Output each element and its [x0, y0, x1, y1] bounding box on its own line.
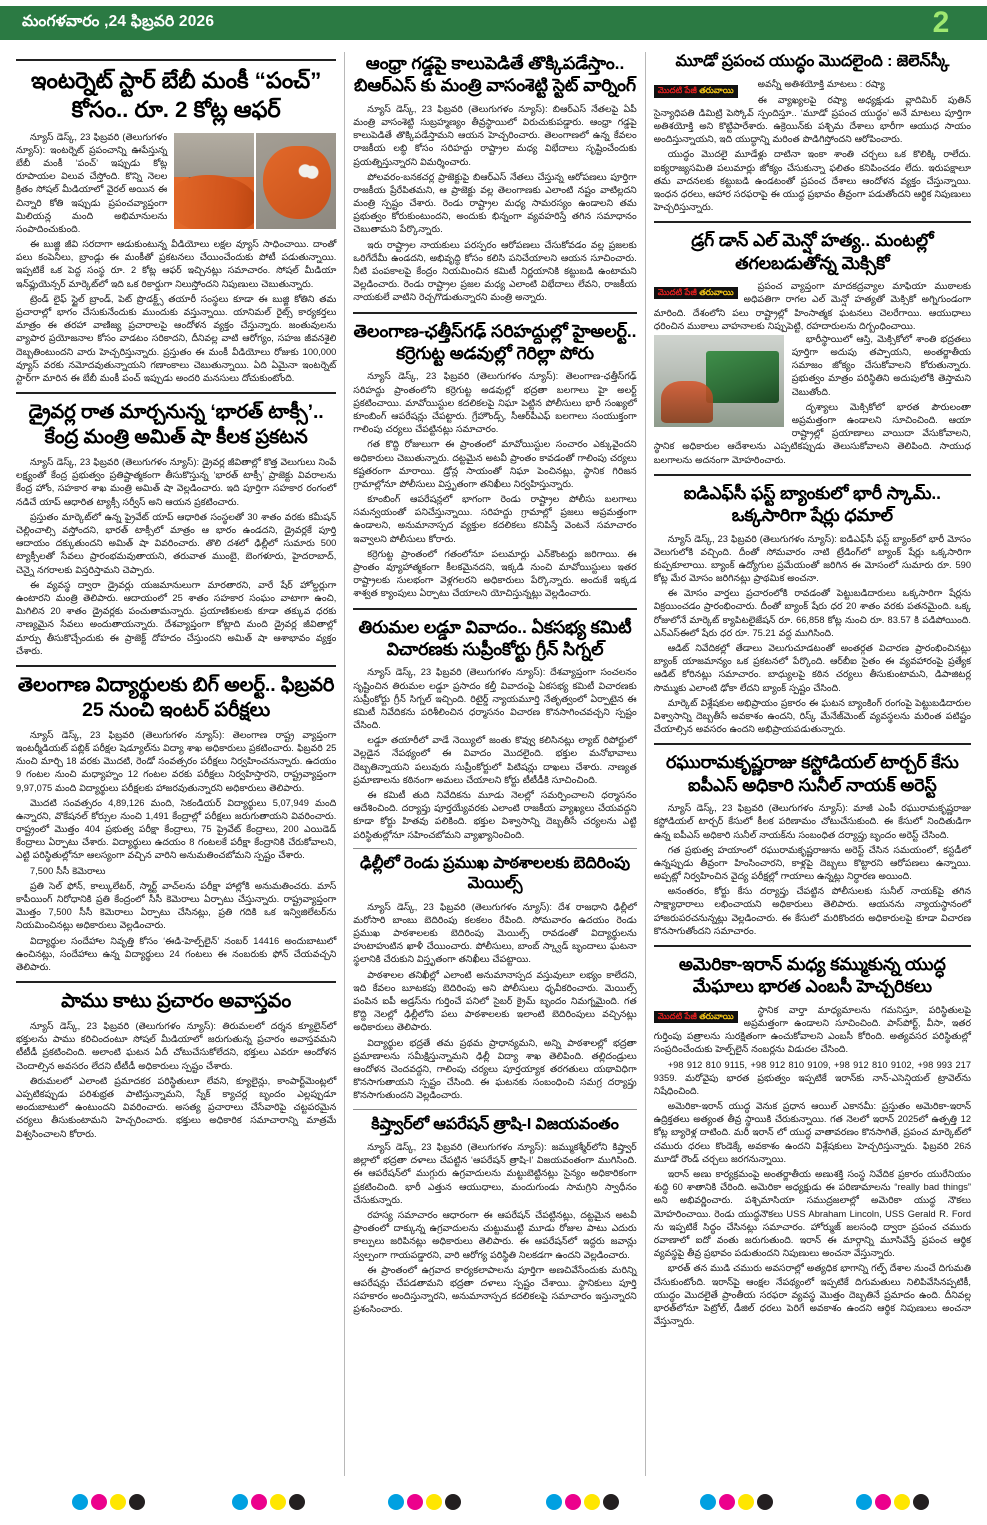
- headline: డ్రగ్ డాన్ ఎల్ మెన్షో హత్య.. మంటల్లో తగలబడుతోన్న మెక్సికో: [691, 230, 934, 273]
- headline: ఇంటర్నెట్ స్టార్ బేబీ మంకీ “పంచ్” కోసం.. రూ. 2 కోట్ల ఆఫర్: [31, 68, 322, 122]
- badge-text-page: మొదటి పేజీ: [657, 1010, 697, 1021]
- body-paragraph: పోలవరం-బనకచర్ల ప్రాజెక్టుపై బిఆర్ఎస్ నేతలు చేస్తున్న ఆరోపణలు పూర్తిగా రాజకీయ ప్రేరేపితమని, ఆ ప్రాజెక్టు వల్ల తెలంగాణకు ఎలాంటి నష్టం వాటిల్లదని మంత్రి స్పష్టం చేశారు. రెండు రాష్ట్రాల మధ్య సామరస్యం ఉండాలని తమ ప్రభుత్వం కోరుకుంటుందని, అందుకు భిన్నంగా వ్యవహరిస్తే తగిన సమాధానం చెబుతామని పేర్కొన్నారు.: [353, 171, 637, 235]
- body-paragraph: న్యూస్ డెస్క్, 23 ఫిబ్రవరి (తెలుగుగళం న్యూస్): బిఆర్ఎస్ నేతలపై ఏపీ మంత్రి వాసంశెట్టి సుబ్రహ్మణ్యం తీవ్రస్థాయిలో విరుచుకుపడ్డారు. ఆంధ్రా గడ్డపై కాలుపెడితే తొక్కిపడేస్తామని ఆయన హెచ్చరించారు. తెలంగాణలో ఉన్న కేవలం రాజకీయ లబ్ధి కోసం సరిహద్దు రాష్ట్రాల మధ్య విభేదాలు సృష్టించేందుకు ప్రయత్నిస్తున్నారని విమర్శించారు.: [353, 103, 637, 167]
- article-snake-bite: [16, 981, 336, 1141]
- registration-group: [546, 1494, 619, 1510]
- divider: [654, 474, 971, 476]
- continued-badge-wrap: [654, 80, 738, 100]
- masthead-date: మంగళవారం ,24 ఫిబ్రవరి 2026: [22, 12, 215, 30]
- photo-monkey-sleeping: [256, 133, 336, 229]
- registration-marks-bar: [0, 1485, 987, 1519]
- reg-dot-yellow: [894, 1494, 910, 1510]
- headline: డ్రైవర్ల రాత మార్చనున్న ‘భారత్ టాక్సీ’.. కేంద్ర మంత్రి అమిత్ షా కీలక ప్రకటన: [28, 401, 324, 449]
- body-paragraph: అమెరికా-ఇరాన్ యుద్ధ వెనుక ప్రధాన ఆయిల్ ఎకానమీ: ప్రస్తుతం అమెరికా-ఇరాన్ ఉద్రిక్తతలు అత్యంత తీవ్ర స్థాయికి చేరుకున్నాయి. గత నెలలో ఇరాన్ 2025లో ఉత్పత్తి 12 కోట్ల బ్యారెళ్ల దాటింది. మరీ ఇరాన్ లో యుద్ధ వాతావరణం కొనసాగితే, ప్రపంచ మార్కెట్‌లో చమురు ధరలు కొండెక్కే అవకాశం ఉందని విశ్లేషకులు హెచ్చరిస్తున్నారు. ఫిబ్రవరి 26న మూడో రౌండ్ చర్చలు జరగనున్నాయి.: [653, 1101, 971, 1164]
- photo-burning-bus: [654, 335, 784, 427]
- body-paragraph: ఈ కమిటీ తుది నివేదికను మూడు నెలల్లో సమర్పించాలని ధర్మాసనం ఆదేశించింది. దర్యాప్తు పూర్తయ్యేవరకు ఎలాంటి రాజకీయ వ్యాఖ్యలు చేయవద్దని కూడా కోర్టు హితవు పలికింది. భక్తుల విశ్వాసాన్ని దెబ్బతీసే చర్యలను ఎట్టి పరిస్థితుల్లోనూ సహించబోమని వ్యాఖ్యానించింది.: [353, 790, 637, 840]
- body-paragraph: ప్రతి సెల్ ఫోన్, కాల్కులేటర్, స్మార్ట్ వాచ్‌లను పరీక్షా హాల్లోకి అనుమతించరు. మాస్ కాపీయింగ్ నిరోధానికి ప్రతి కేంద్రంలో సీసీ కెమెరాలు ఏర్పాటు చేస్తున్నారు. రాష్ట్రవ్యాప్తంగా మొత్తం 7,500 సీసీ కెమెరాలు ఏర్పాటు చేసినట్లు, ప్రతి గదికి ఒక ఇన్విజిలేటర్‌ను నియమించినట్లు అధికారులు వెల్లడించారు.: [16, 880, 337, 931]
- reg-dot-yellow: [584, 1494, 600, 1510]
- column-1: [8, 52, 344, 1476]
- divider: [654, 743, 971, 745]
- reg-dot-cyan: [546, 1494, 562, 1510]
- divider: [16, 59, 336, 61]
- article-zelensky-world-war: [654, 52, 971, 214]
- body-paragraph: ఆడిట్ నివేదికల్లో తేడాలు వెలుగుచూడటంతో అంతర్గత విచారణ ప్రారంభించినట్లు బ్యాంక్ యాజమాన్యం ఒక ప్రకటనలో పేర్కొంది. ఆర్‌బీఐ సైతం ఈ వ్యవహారంపై ప్రత్యేక ఆడిట్ కోరినట్లు సమాచారం. బాధ్యులపై కఠిన చర్యలు తీసుకుంటామని, డిపాజిటర్ల సొమ్ముకు ఎలాంటి ఢోకా లేదని బ్యాంక్ స్పష్టం చేసింది.: [653, 643, 971, 693]
- headline: తెలంగాణ విద్యార్థులకు బిగ్ అలర్ట్.. ఫిబ్రవరి 25 నుంచి ఇంటర్ పరీక్షలు: [17, 673, 335, 721]
- continued-from-page-1-badge: [654, 1011, 738, 1023]
- reg-dot-cyan: [72, 1494, 88, 1510]
- continued-badge-wrap: [654, 1006, 738, 1026]
- divider: [654, 945, 971, 947]
- reg-dot-magenta: [565, 1494, 581, 1510]
- reg-dot-black: [129, 1494, 145, 1510]
- body-paragraph: పాఠశాలల తనిఖీల్లో ఎలాంటి అనుమానాస్పద వస్తువులూ లభ్యం కాలేదని, ఇది కేవలం బూటకపు బెదిరింపు అని పోలీసులు ధృవీకరించారు. మెయిల్స్ పంపిన ఐపీ అడ్రస్‌ను గుర్తించే పనిలో సైబర్ క్రైమ్ బృందం నిమగ్నమైంది. గత కొద్ది నెలల్లో ఢిల్లీలోని పలు పాఠశాలలకు ఇలాంటి బెదిరింపులు వచ్చినట్లు అధికారులు తెలిపారు.: [353, 969, 637, 1033]
- badge-text-page: మొదటి పేజీ: [657, 287, 697, 298]
- body-paragraph: ఈ మోసం వార్తలు ప్రచారంలోకి రావడంతో పెట్టుబడిదారులు ఒక్కసారిగా షేర్లను విక్రయించడం ప్రారంభించారు. దీంతో బ్యాంక్ షేరు ధర 20 శాతం వరకు పతనమైంది. ఒక్క రోజులోనే మార్కెట్ క్యాపిటలైజేషన్ రూ. 66,858 కోట్ల నుంచి రూ. 83.57 కి పడిపోయింది. ఎన్‌ఎస్‌ఈలో షేరు ధర రూ. 75.21 వద్ద ముగిసింది.: [653, 588, 971, 638]
- headline: రఘురామకృష్ణరాజు కస్టోడియల్ టార్చర్ కేసు ఐపీఎస్ అధికారి సునీల్ నాయక్ అరెస్ట్: [666, 752, 959, 795]
- subheading: 7,500 సీసీ కెమెరాలు: [30, 865, 106, 876]
- registration-group: [700, 1494, 773, 1510]
- reg-dot-cyan: [388, 1494, 404, 1510]
- article-tirumala-laddu: [353, 608, 636, 842]
- article-us-iran-war-clouds: [654, 945, 971, 1328]
- article-brs-warning: [353, 52, 636, 305]
- divider: [353, 1109, 636, 1110]
- article-el-mencho-mexico: [654, 221, 971, 466]
- registration-group: [388, 1494, 461, 1510]
- article-raghurama-case: [654, 743, 971, 938]
- photo-baby-monkey: [174, 133, 336, 229]
- body-paragraph: గత కొద్ది రోజులుగా ఈ ప్రాంతంలో మావోయిస్టుల సంచారం ఎక్కువైందని అధికారులు చెబుతున్నారు. దట్టమైన అటవీ ప్రాంతం కావడంతో గాలింపు చర్యలు కష్టతరంగా మారాయి. డ్రోన్ల సాయంతో నిఘా పెంచినట్లు, స్థానిక గిరిజన గ్రామాల్లోనూ పోలీసులు విస్తృతంగా తనిఖీలు నిర్వహిస్తున్నారు.: [353, 439, 637, 489]
- headline: తెలంగాణ-ఛత్తీస్‌గఢ్ సరిహద్దుల్లో హైఅలర్ట్.. కర్రెగుట్ట అడవుల్లో గెరిల్లా పోరు: [353, 320, 637, 363]
- body-paragraph: అనంతరం, కోర్టు కేసు దర్యాప్తు చేపట్టిన పోలీసులకు సునీల్ నాయక్‌పై తగిన సాక్ష్యాధారాలు లభించాయని అధికారులు తెలిపారు. ఆయనను న్యాయస్థానంలో హాజరుపరచనున్నట్లు వెల్లడించారు. ఈ కేసులో మరికొందరు అధికారులపై కూడా విచారణ కొనసాగుతోందని సమాచారం.: [653, 886, 971, 936]
- reg-dot-yellow: [110, 1494, 126, 1510]
- body-paragraph: రహస్య సమాచారం ఆధారంగా ఈ ఆపరేషన్ చేపట్టినట్లు, దట్టమైన అటవీ ప్రాంతంలో దాక్కున్న ఉగ్రవాదులను చుట్టుముట్టి మూడు రోజుల పాటు ఎదురు కాల్పులు జరిపినట్లు అధికారులు తెలిపారు. ఈ ఆపరేషన్‌లో ఇద్దరు జవాన్లు స్వల్పంగా గాయపడ్డారని, వారి ఆరోగ్య పరిస్థితి నిలకడగా ఉందని వెల్లడించారు.: [353, 1209, 637, 1260]
- divider: [16, 392, 336, 394]
- headline: ఢిల్లీలో రెండు ప్రముఖ పాఠశాలలకు బెదిరింపు మెయిల్స్: [359, 854, 631, 893]
- body-paragraph: భారీస్థాయిలో ఆస్తి, మెక్సికోలో శాంతి భద్రతలు పూర్తిగా అదుపు తప్పాయని, అంతర్జాతీయ సమాజం జోక్యం చేసుకోవాలని కోరుతున్నారు. ప్రభుత్వం మాత్రం పరిస్థితిని అదుపులోకి తెస్తామని చెబుతోంది.: [791, 333, 971, 397]
- body-paragraph: న్యూస్ డెస్క్, 23 ఫిబ్రవరి (తెలుగుగళం న్యూస్): ఐడిఎఫ్‌సీ ఫస్ట్ బ్యాంక్‌లో భారీ మోసం వెలుగులోకి వచ్చింది. దీంతో సోమవారం నాటి ట్రేడింగ్‌లో బ్యాంక్ షేర్లు ఒక్కసారిగా కుప్పకూలాయి. బ్యాంక్ ఉద్యోగుల ప్రమేయంతో జరిగిన ఈ మోసంలో సుమారు రూ. 590 కోట్ల మేర మోసం జరిగినట్లు ప్రాథమిక అంచనా.: [653, 533, 971, 584]
- columns-container: [0, 52, 987, 1476]
- reg-dot-yellow: [426, 1494, 442, 1510]
- body-paragraph: న్యూస్ డెస్క్, 23 ఫిబ్రవరి (తెలుగుగళం న్యూస్): మాజీ ఎంపీ రఘురామకృష్ణరాజు కస్టోడియల్ టార్చర్ కేసులో కీలక పరిణామం చోటుచేసుకుంది. ఈ కేసులో నిందితుడిగా ఉన్న ఐపీఎస్ అధికారి సునీల్ నాయక్‌ను సంబంధిత దర్యాప్తు బృందం అరెస్ట్ చేసింది.: [653, 803, 971, 840]
- reg-dot-black: [289, 1494, 305, 1510]
- body-paragraph: దృశ్యాలు మెక్సికోలో భారత పౌరులంతా అప్రమత్తంగా ఉండాలని సూచించింది. ఆయా రాష్ట్రాల్లో ప్రయాణాలు వాయిదా వేసుకోవాలని, స్థానిక అధికారుల ఆదేశాలను ఎప్పటికప్పుడు తెలుసుకోవాలని తెలిపింది. సాయుధ బలగాలను అదనంగా మోహరించారు.: [653, 401, 971, 465]
- column-2: [344, 52, 645, 1476]
- divider: [353, 848, 636, 849]
- body-paragraph: స్థానిక వార్తా మాధ్యమాలను గమనిస్తూ, పరిస్థితులపై అప్రమత్తంగా ఉండాలని సూచించింది. పాస్‌పోర్ట్, వీసా, ఇతర గుర్తింపు పత్రాలను సురక్షితంగా ఉంచుకోవాలని ఎంబసీ కోరింది. అత్యవసర పరిస్థితుల్లో సంప్రదించేందుకు హెల్ప్‌లైన్ నంబర్లను విడుదల చేసింది.: [653, 1004, 971, 1055]
- body-paragraph: ప్రస్తుతం మార్కెట్‌లో ఉన్న ప్రైవేట్ యాప్ ఆధారిత సంస్థలతో 30 శాతం వరకు కమీషన్ చెల్లించాల్సి వస్తోందని, భారత్ టాక్సీలో మాత్రం ఆ భారం ఉండదని, డ్రైవర్లకే పూర్తి ఆదాయం దక్కుతుందని అమిత్ షా వివరించారు. తొలి దశలో ఢిల్లీలో సుమారు 500 ట్యాక్సీలతో సేవలు ప్రారంభమవుతాయని, తరువాత ముంబై, బెంగళూరు, హైదరాబాద్, చెన్నై నగరాలకు విస్తరిస్తామని చెప్పారు.: [16, 511, 337, 575]
- body-paragraph: న్యూస్ డెస్క్, 23 ఫిబ్రవరి (తెలుగుగళం న్యూస్): తెలంగాణ రాష్ట్ర వ్యాప్తంగా ఇంటర్మీడియట్ పబ్లిక్ పరీక్షల షెడ్యూల్‌ను విద్యా శాఖ అధికారులు ప్రకటించారు. ఫిబ్రవరి 25 నుంచి మార్చి 18 వరకు మొదటి, రెండో సంవత్సరం పరీక్షలు నిర్వహించనున్నారు. ఉదయం 9 గంటల నుంచి మధ్యాహ్నం 12 గంటల వరకు పరీక్షలు నిర్వహిస్తారని, రాష్ట్రవ్యాప్తంగా 9,97,075 మంది విద్యార్థులు పరీక్షలకు హాజరవుతున్నారని అధికారులు తెలిపారు.: [16, 729, 337, 793]
- headline: మూడో ప్రపంచ యుద్ధం మొదలైంది : జెలెన్‌స్కీ: [675, 53, 950, 70]
- article-chhattisgarh-alert: [353, 312, 636, 601]
- body-paragraph: ఇరాన్ అణు కార్యక్రమంపై అంతర్జాతీయ అణుశక్తి సంస్థ నివేదిక ప్రకారం యురేనియం శుద్ధి 60 శాతానికి చేరింది. అమెరికా అధ్యక్షుడు ఈ పరిణామాలను “really bad things” అని అభివర్ణించారు. పశ్చిమాసియా సముద్రజలాల్లో అమెరికా యుద్ధ నౌకలు మోహరించాయి. రెండు యుద్ధనౌకలు USS Abraham Lincoln, USS Gerald R. Ford ను ఇప్పటికే సిద్ధం చేసినట్లు సమాచారం. హోర్ముజ్ జలసంధి ద్వారా ప్రపంచ చమురు రవాణాలో ఐదో వంతు జరుగుతుంది. ఇరాన్ ఈ మార్గాన్ని మూసివేస్తే ప్రపంచ ఆర్థిక వ్యవస్థపై తీవ్ర ప్రభావం పడుతుందని నిపుణులు అంచనా వేస్తున్నారు.: [653, 1169, 971, 1259]
- badge-text-continued: తరువాయి: [699, 1010, 734, 1021]
- divider: [16, 981, 336, 983]
- masthead: [0, 0, 987, 52]
- divider: [16, 665, 336, 667]
- badge-text-page: మొదటి పేజీ: [657, 85, 697, 96]
- body-paragraph: న్యూస్ డెస్క్, 23 ఫిబ్రవరి (తెలుగుగళం న్యూస్): తెలంగాణ-ఛత్తీస్‌గఢ్ సరిహద్దు ప్రాంతంలోని కర్రెగుట్ట అడవుల్లో భద్రతా బలగాలు హై అలర్ట్ ప్రకటించాయి. మావోయిస్టుల కదలికలపై నిఘా పెట్టిన పోలీసులు భారీ సంఖ్యలో కూంబింగ్ ఆపరేషన్లు చేపట్టారు. గ్రేహౌండ్స్, సీఆర్‌పీఎఫ్ బలగాలు సంయుక్తంగా గాలింపు చర్యలు చేపట్టినట్లు సమాచారం.: [353, 371, 637, 435]
- reg-dot-black: [913, 1494, 929, 1510]
- body-paragraph: కూంబింగ్ ఆపరేషన్లలో భాగంగా రెండు రాష్ట్రాల పోలీసు బలగాలు సమన్వయంతో పనిచేస్తున్నాయి. సరిహద్దు గ్రామాల్లో ప్రజలు అప్రమత్తంగా ఉండాలని, అనుమానాస్పద వ్యక్తుల కదలికలు కనిపిస్తే వెంటనే సమాచారం ఇవ్వాలని పోలీసులు కోరారు.: [353, 494, 637, 544]
- reg-dot-black: [757, 1494, 773, 1510]
- reg-dot-cyan: [700, 1494, 716, 1510]
- body-paragraph: లడ్డూ తయారీలో వాడే నెయ్యిలో జంతు కొవ్వు కలిసినట్లు ల్యాబ్ రిపోర్టులో వెల్లడైన నేపథ్యంలో ఈ వివాదం మొదలైంది. భక్తుల మనోభావాలు దెబ్బతిన్నాయని పలువురు సుప్రీంకోర్టులో పిటిషన్లు దాఖలు చేశారు. నాణ్యత ప్రమాణాలను కఠినంగా అమలు చేయాలని కోర్టు టీటీడీకి సూచించింది.: [353, 735, 637, 785]
- headline: కిష్త్వార్‌లో ఆపరేషన్ త్రాషి-I విజయవంతం: [371, 1115, 619, 1133]
- article-delhi-threat-mails: [353, 848, 636, 1103]
- body-paragraph: ఈ వ్యవస్థ ద్వారా డ్రైవర్లు యజమానులుగా మారతారని, వారే షేర్ హోల్డర్లుగా ఉంటారని మంత్రి తెలిపారు. ఆదాయంలో 25 శాతం సహకార సంఘం వాటాగా ఉంచి, మిగిలిన 20 శాతం డ్రైవర్లకు పంచుతామన్నారు. ప్రయాణికులకు కూడా తక్కువ ధరకు నాణ్యమైన సేవలు అందుతాయన్నారు. దేశవ్యాప్తంగా కోట్లాది మంది డ్రైవర్ల జీవితాల్లో మార్పు తీసుకొచ్చేందుకు ఈ ప్రాజెక్ట్ దోహదం చేస్తుందని అమిత్ షా ఆశాభావం వ్యక్తం చేశారు.: [16, 579, 337, 656]
- body-paragraph: మార్కెట్ విశ్లేషకుల అభిప్రాయం ప్రకారం ఈ ఘటన బ్యాంకింగ్ రంగంపై పెట్టుబడిదారుల విశ్వాసాన్ని దెబ్బతీసే అవకాశం ఉందని, రిస్క్ మేనేజ్‌మెంట్ వ్యవస్థలను మరింత పటిష్టం చేయాల్సిన అవసరం ఉందని అభిప్రాయపడుతున్నారు.: [653, 697, 971, 735]
- body-paragraph: న్యూస్ డెస్క్, 23 ఫిబ్రవరి (తెలుగుగళం న్యూస్): ఇంటర్నెట్ ప్రపంచాన్ని ఊపేస్తున్న బేబీ మంకీ ‘పంచ్’ ఇప్పుడు కోట్ల రూపాయల విలువ చేస్తోంది. కొన్ని నెలల క్రితం సోషల్ మీడియాలో వైరల్ అయిన ఈ చిన్నారి కోతి ఇప్పుడు ప్రపంచవ్యాప్తంగా మిలియన్ల మంది అభిమానులను సంపాదించుకుంది.: [16, 131, 168, 234]
- photo-monkey-with-toy: [174, 133, 254, 229]
- body-paragraph: ఈ ప్రాంతంలో ఉగ్రవాద కార్యకలాపాలను పూర్తిగా అణచివేసేందుకు మరిన్ని ఆపరేషన్లు చేపడతామని భద్రతా దళాలు స్పష్టం చేశాయి. స్థానికులు పూర్తి సహకారం అందిస్తున్నారని, అనుమానాస్పద కదలికలపై సమాచారం ఇస్తున్నారని ప్రశంసించారు.: [353, 1264, 637, 1315]
- body-paragraph: న్యూస్ డెస్క్, 23 ఫిబ్రవరి (తెలుగుగళం న్యూస్): దేశవ్యాప్తంగా సంచలనం సృష్టించిన తిరుమల లడ్డూ ప్రసాదం కల్తీ వివాదంపై ఏకసభ్య కమిటీ విచారణకు సుప్రీంకోర్టు గ్రీన్ సిగ్నల్ ఇచ్చింది. రిటైర్డ్ న్యాయమూర్తి నేతృత్వంలో ఏర్పాటైన ఈ కమిటీ నివేదికను పరిశీలించిన ధర్మాసనం విచారణ కొనసాగించవచ్చని స్పష్టం చేసింది.: [353, 667, 637, 731]
- body-paragraph: మొదటి సంవత్సరం 4,89,126 మంది, సెకండియర్ విద్యార్థులు 5,07,949 మంది ఉన్నారని, వొకేషనల్ కోర్సుల నుంచి 1,491 కేంద్రాల్లో పరీక్షలు జరుగుతాయని వివరించారు. రాష్ట్రంలో మొత్తం 404 ప్రభుత్వ పరీక్షా కేంద్రాలు, 75 ప్రైవేట్ కేంద్రాలు, 200 ఎయిడెడ్ కేంద్రాలు ఏర్పాటు చేశారు. విద్యార్థులు ఉదయం 8 గంటలకే పరీక్షా కేంద్రానికి చేరుకోవాలని, ఎట్టి పరిస్థితుల్లోనూ ఆలస్యంగా వచ్చిన వారిని అనుమతించబోమని స్పష్టం చేశారు.: [16, 797, 337, 861]
- body-paragraph: ఇరు రాష్ట్రాల నాయకులు పరస్పరం ఆరోపణలు చేసుకోవడం వల్ల ప్రజలకు ఒరిగేదేమీ ఉండదని, అభివృద్ధి కోసం కలిసి పనిచేయాలని ఆయన సూచించారు. నీటి పంపకాలపై కేంద్రం నియమించిన కమిటీ నిర్ణయానికి కట్టుబడి ఉంటామని వెల్లడించారు. రెండు రాష్ట్రాల ప్రజల మధ్య ఎలాంటి విభేదాలు లేవని, రాజకీయ నాయకులే వాటిని రెచ్చగొడుతున్నారని మంత్రి అన్నారు.: [353, 239, 637, 303]
- reg-dot-cyan: [856, 1494, 872, 1510]
- body-paragraph: విద్యార్థుల భద్రతే తమ ప్రథమ ప్రాధాన్యమని, అన్ని పాఠశాలల్లో భద్రతా ప్రమాణాలను సమీక్షిస్తున్నామని ఢిల్లీ విద్యా శాఖ తెలిపింది. తల్లిదండ్రులు ఆందోళన చెందవద్దని, గాలింపు చర్యలు పూర్తయ్యాక తరగతులు యథావిధిగా కొనసాగుతాయని స్పష్టం చేసింది. ఈ ఘటనకు సంబంధించి సమగ్ర దర్యాప్తు కొనసాగుతుందని వెల్లడించారు.: [353, 1037, 637, 1101]
- body-paragraph: విద్యార్థుల సందేహాల నివృత్తి కోసం ‘ఈడి-హెల్ప్‌లైన్’ నంబర్ 14416 అందుబాటులో ఉంచినట్లు, సందేహాలు ఉన్న విద్యార్థులు 24 గంటలు ఈ నంబరుకు ఫోన్ చేయవచ్చని తెలిపారు.: [16, 935, 337, 972]
- registration-group: [72, 1494, 145, 1510]
- body-paragraph: యుద్ధం మొదలై మూడేళ్లు దాటినా ఇంకా శాంతి చర్చలు ఒక కొలిక్కి రాలేదు. ఐక్యరాజ్యసమితి పలుమార్లు జోక్యం చేసుకున్నా ఫలితం కనిపించడం లేదు. ఇరుపక్షాలూ తమ వాదనలకు కట్టుబడి ఉండటంతో ప్రపంచ దేశాలు ఆందోళన వ్యక్తం చేస్తున్నాయి. ఇంధన ధరలు, ఆహార సరఫరాపై ఈ యుద్ధ ప్రభావం తీవ్రంగా పడుతోందని ఆర్థిక నిపుణులు హెచ్చరిస్తున్నారు.: [653, 149, 971, 213]
- body-paragraph: న్యూస్ డెస్క్, 23 ఫిబ్రవరి (తెలుగుగళం న్యూస్): జమ్ముకశ్మీర్‌లోని కిష్త్వార్ జిల్లాలో భద్రతా దళాలు చేపట్టిన ‘ఆపరేషన్ త్రాషి-I’ విజయవంతంగా ముగిసింది. ఈ ఆపరేషన్‌లో ముగ్గురు ఉగ్రవాదులను మట్టుబెట్టినట్లు సైన్యం అధికారికంగా ప్రకటించింది. భారీ ఎత్తున ఆయుధాలు, మందుగుండు సామగ్రిని స్వాధీనం చేసుకున్నారు.: [353, 1142, 637, 1205]
- body-paragraph: భారత్ తన ముడి చమురు అవసరాల్లో అత్యధిక భాగాన్ని గల్ఫ్ దేశాల నుంచే దిగుమతి చేసుకుంటోంది. ఇరాన్‌పై ఆంక్షల నేపథ్యంలో ఇప్పటికే దిగుమతులు నిలిపివేసినప్పటికీ, యుద్ధం మొదలైతే ప్రాంతీయ సరఫరా వ్యవస్థ మొత్తం దెబ్బతినే ప్రమాదం ఉంది. దీనివల్ల భారత్‌లోనూ పెట్రోల్, డీజిల్ ధరలు పెరిగే అవకాశం ఉందని ఆర్థిక నిపుణులు అంచనా వేస్తున్నారు.: [653, 1263, 971, 1327]
- badge-text-continued: తరువాయి: [699, 287, 734, 298]
- body-paragraph: న్యూస్ డెస్క్, 23 ఫిబ్రవరి (తెలుగుగళం న్యూస్): డ్రైవర్ల జీవితాల్లో కొత్త వెలుగులు నింపే లక్ష్యంతో కేంద్ర ప్రభుత్వం ప్రతిష్టాత్మకంగా తీసుకొస్తున్న ‘భారత్ టాక్సీ’ ప్రాజెక్టు వివరాలను కేంద్ర హోం, సహకార శాఖ మంత్రి అమిత్ షా వెల్లడించారు. ఇది పూర్తిగా సహకార రంగంలో నడిచే యాప్ ఆధారిత ట్యాక్సీ సర్వీస్ అని ఆయన ప్రకటించారు.: [16, 457, 337, 507]
- article-inter-exams: [16, 665, 336, 974]
- reg-dot-magenta: [875, 1494, 891, 1510]
- reg-dot-magenta: [251, 1494, 267, 1510]
- article-bharat-taxi: [16, 392, 336, 658]
- reg-dot-cyan: [232, 1494, 248, 1510]
- headline: ఆంధ్రా గడ్డపై కాలుపెడితే తొక్కిపడేస్తాం.. బిఆర్‌ఎస్ కు మంత్రి వాసంశెట్టి స్టెట్ వార్నింగ్: [353, 53, 637, 96]
- headline: అమెరికా-ఇరాన్ మధ్య కమ్ముకున్న యుద్ధ మేఘాలు భారత ఎంబసీ హెచ్చరికలు: [678, 954, 946, 997]
- body-paragraph: న్యూస్ డెస్క్, 23 ఫిబ్రవరి (తెలుగుగళం న్యూస్): తిరుమలలో దర్శన క్యూలైన్‌లో భక్తులను పాము కరిచిందంటూ సోషల్ మీడియాలో జరుగుతున్న ప్రచారం అవాస్తవమని టీటీడీ ప్రకటించింది. అలాంటి ఘటన ఏదీ చోటుచేసుకోలేదని, భక్తులు ఎవరూ ఆందోళన చెందాల్సిన అవసరం లేదని టీటీడీ అధికారులు స్పష్టం చేశారు.: [16, 1021, 337, 1071]
- body-paragraph: ఈ వ్యాఖ్యలపై రష్యా అధ్యక్షుడు వ్లాదిమిర్ పుతిన్ సైన్యాధిపతి డిమిట్రి పెస్కోవ్ స్పందిస్తూ.. ‘మూడో ప్రపంచ యుద్ధం’ అనే మాటలు పూర్తిగా అతిశయోక్తి అని కొట్టిపారేశారు. ఉక్రెయిన్‌కు పశ్చిమ దేశాలు భారీగా ఆయుధ సాయం అందిస్తున్నాయని, ఇది యుద్ధాన్ని మరింత పొడిగిస్తోందని ఆరోపించారు.: [653, 94, 971, 145]
- body-paragraph: ప్రపంచ వ్యాప్తంగా మాదకద్రవ్యాల మాఫియా ముఠాలకు అధిపతిగా రాగల ఎల్ మెన్షో హత్యతో మెక్సికో అగ్నిగుండంగా మారింది. దేశంలోని పలు రాష్ట్రాల్లో హింసాత్మక ఘటనలు చెలరేగాయి. ఆయుధాలు ధరించిన ముఠాలు వాహనాలకు నిప్పుపెట్టి, రహదారులను దిగ్బంధించాయి.: [653, 281, 971, 331]
- divider: [654, 221, 971, 223]
- reg-dot-black: [603, 1494, 619, 1510]
- badge-text-continued: తరువాయి: [699, 85, 734, 96]
- divider: [353, 312, 636, 314]
- page-number: 2: [895, 6, 987, 40]
- reg-dot-black: [445, 1494, 461, 1510]
- reg-dot-magenta: [407, 1494, 423, 1510]
- continued-from-page-1-badge: [654, 287, 738, 299]
- article-kishtwar-operation: [353, 1109, 636, 1317]
- registration-group: [232, 1494, 305, 1510]
- body-paragraph: గత ప్రభుత్వ హయాంలో రఘురామకృష్ణరాజును అరెస్ట్ చేసిన సమయంలో, కస్టడీలో ఉన్నప్పుడు తీవ్రంగా హింసించారని, కాళ్లపై దెబ్బలు కొట్టారని ఆరోపణలు ఉన్నాయి. అప్పట్లో నిర్వహించిన వైద్య పరీక్షల్లో గాయాలు ఉన్నట్లు నిర్ధారణ అయింది.: [653, 844, 971, 882]
- article-idfc-bank-scam: [654, 474, 971, 737]
- registration-group: [856, 1494, 929, 1510]
- body-paragraph: తిరుమలలో ఎలాంటి ప్రమాదకర పరిస్థితులూ లేవని, క్యూలైన్లు, కాంపార్ట్‌మెంట్లలో ఎప్పటికప్పుడు పరిశుభ్రత పాటిస్తున్నామని, స్నేక్ క్యాచర్ల బృందం ఎల్లప్పుడూ అందుబాటులో ఉంటుందని వివరించారు. అసత్య ప్రచారాలు చేసేవారిపై చట్టపరమైన చర్యలు తీసుకుంటామని హెచ్చరించారు. భక్తులు అధికారిక సమాచారాన్ని మాత్రమే విశ్వసించాలని కోరారు.: [16, 1075, 337, 1139]
- article-baby-monkey: [16, 59, 336, 385]
- headline: ఐడిఎఫ్‌సీ ఫస్ట్ బ్యాంకులో భారీ స్కామ్.. ఒక్కసారిగా షేర్లు ధమాల్: [683, 482, 941, 526]
- body-paragraph-phone-numbers: +98 912 810 9115, +98 912 810 9109, +98 912 810 9102, +98 993 217 9359. మరోవైపు భారత ప్రభుత్వం ఇప్పటికే ఇరాన్‌కు నాన్-ఎసెన్షియల్ ట్రావెల్‌ను నిషేధించింది.: [653, 1059, 971, 1096]
- reg-dot-magenta: [91, 1494, 107, 1510]
- body-paragraph: ట్రెండ్ లైఫ్ స్టైల్ బ్రాండ్, పెట్ ప్రొడక్ట్స్ తయారీ సంస్థలు కూడా ఈ బుజ్జి కోతిని తమ ప్రచారాల్లో భాగం చేసుకునేందుకు ముందుకు వస్తున్నాయి. యానిమల్ రైట్స్ కార్యకర్తలు మాత్రం ఈ తరహా వాణిజ్య ప్రచారాలపై ఆందోళన వ్యక్తం చేస్తున్నారు. జంతువులను వ్యాపార ప్రయోజనాల కోసం వాడటం సరికాదని, దీనివల్ల వాటి ఆరోగ్యం, సహజ జీవనశైలి దెబ్బతింటుందని వారు హెచ్చరిస్తున్నారు. ప్రస్తుతం ఈ మంకీ వీడియోలు రోజుకు 100,000 వ్యూస్ వరకు నమోదవుతున్నాయని గణాంకాలు చెబుతున్నాయి. ఏది ఏమైనా ఇంటర్నెట్ స్టార్‌గా మారిన ఈ బేబీ మంకీ పంచ్ ఇప్పుడు అందరి మనసులు దోచుకుంటోంది.: [16, 293, 337, 383]
- column-3: [646, 52, 979, 1476]
- body-paragraph: అవన్నీ అతిశయోక్తి మాటలు : రష్యా: [757, 79, 885, 90]
- divider: [353, 608, 636, 610]
- body-paragraph: కర్రెగుట్ట ప్రాంతంలో గతంలోనూ పలుమార్లు ఎన్‌కౌంటర్లు జరిగాయి. ఈ ప్రాంతం వ్యూహాత్మకంగా కీలకమైనదని, ఇక్కడి నుంచి మావోయిస్టులు ఇతర రాష్ట్రాలకు సులభంగా వెళ్లగలరని అధికారులు పేర్కొన్నారు. అందుకే ఇక్కడ శాశ్వత క్యాంపులు ఏర్పాటు చేయాలని యోచిస్తున్నట్లు వెల్లడించారు.: [353, 548, 637, 599]
- headline: తిరుమల లడ్డూ వివాదం.. ఏకసభ్య కమిటీ విచారణకు సుప్రీంకోర్టు గ్రీన్ సిగ్నల్: [358, 616, 632, 659]
- reg-dot-yellow: [738, 1494, 754, 1510]
- body-paragraph: ఈ బుజ్జి జీవి సరదాగా ఆడుకుంటున్న వీడియోలు లక్షల వ్యూస్ సాధించాయి. దాంతో పలు కంపెనీలు, బ్రాండ్లు ఈ మంకీతో ప్రకటనలు చేయించేందుకు పోటీ పడుతున్నాయి. ఇప్పటికే ఒక పెద్ద సంస్థ రూ. 2 కోట్ల ఆఫర్ ఇచ్చినట్లు సమాచారం. సోషల్ మీడియా ఇన్‌ఫ్లుయెన్సర్ మార్కెట్‌లో ఇది ఒక రికార్డుగా నిలుస్తోందని నిపుణులు చెబుతున్నారు.: [16, 239, 337, 289]
- masthead-date-bar: [0, 6, 895, 40]
- continued-badge-wrap: [654, 282, 738, 302]
- reg-dot-yellow: [270, 1494, 286, 1510]
- body-paragraph: న్యూస్ డెస్క్, 23 ఫిబ్రవరి (తెలుగుగళం న్యూస్): దేశ రాజధాని ఢిల్లీలో మరోసారి బాంబు బెదిరింపు కలకలం రేపింది. సోమవారం ఉదయం రెండు ప్రముఖ పాఠశాలలకు బెదిరింపు మెయిల్స్ రావడంతో విద్యార్థులను హుటాహుటిన ఖాళీ చేయించారు. పోలీసులు, బాంబ్ స్క్వాడ్ బృందాలు ఘటనా స్థలానికి చేరుకుని విస్తృతంగా తనిఖీలు చేపట్టాయి.: [353, 901, 637, 965]
- continued-from-page-1-badge: [654, 85, 738, 97]
- reg-dot-magenta: [719, 1494, 735, 1510]
- headline: పాము కాటు ప్రచారం అవాస్తవం: [61, 990, 292, 1013]
